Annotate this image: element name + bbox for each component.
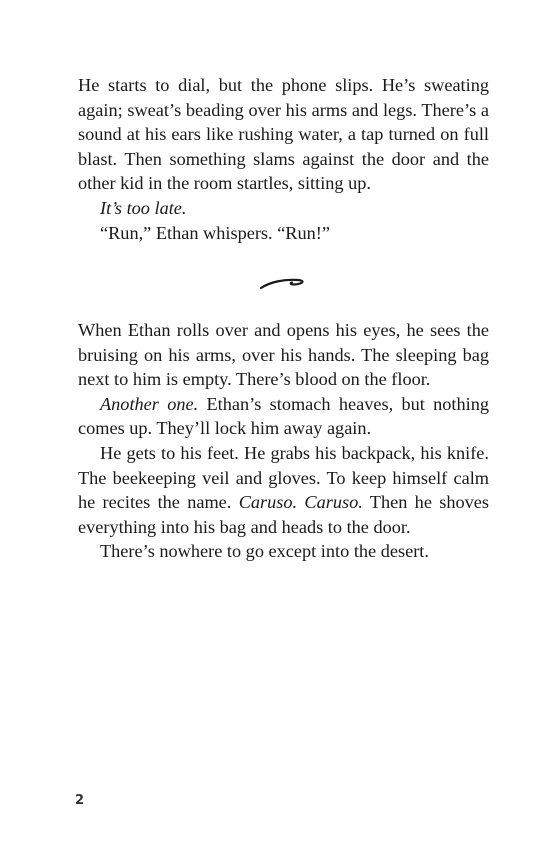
section-one bbox=[78, 73, 489, 245]
paragraph: When Ethan rolls over and opens his eyes, he sees the bruising on his arms, over his hands. The sleeping bag next to him is empty. There’s blood on the floor. bbox=[78, 320, 489, 390]
paragraph bbox=[78, 196, 489, 221]
swash-ornament-icon bbox=[258, 272, 306, 292]
paragraph: He starts to dial, but the phone slips. He’s sweating again; sweat’s beading over his arms and legs. There’s a sound at his ears like rushing water, a tap turned on full blast. Then something slams against the door and the other kid in the room startles, sitting up. bbox=[78, 75, 489, 194]
paragraph bbox=[78, 441, 489, 539]
paragraph-text: Then he shoves everything into his bag and heads to the door. bbox=[78, 492, 489, 537]
paragraph-text: Ethan’s stomach heaves, but nothing comes up. They’ll lock him away again. bbox=[78, 393, 489, 439]
italic-thought: Another one. bbox=[100, 393, 199, 414]
paragraph: There’s nowhere to go except into the desert. bbox=[100, 541, 429, 562]
paragraph: “Run,” Ethan whispers. “Run!” bbox=[100, 222, 330, 243]
paragraph bbox=[78, 392, 489, 441]
italic-thought: It’s too late. bbox=[100, 197, 187, 218]
paragraph-text: He gets to his feet. He grabs his backpack, his knife. The beekeeping veil and gloves. To keep himself calm he recites the name. bbox=[78, 442, 489, 513]
italic-name: Caruso. Caruso. bbox=[238, 492, 363, 513]
section-two bbox=[78, 318, 489, 564]
page-number: 2 bbox=[75, 793, 85, 808]
